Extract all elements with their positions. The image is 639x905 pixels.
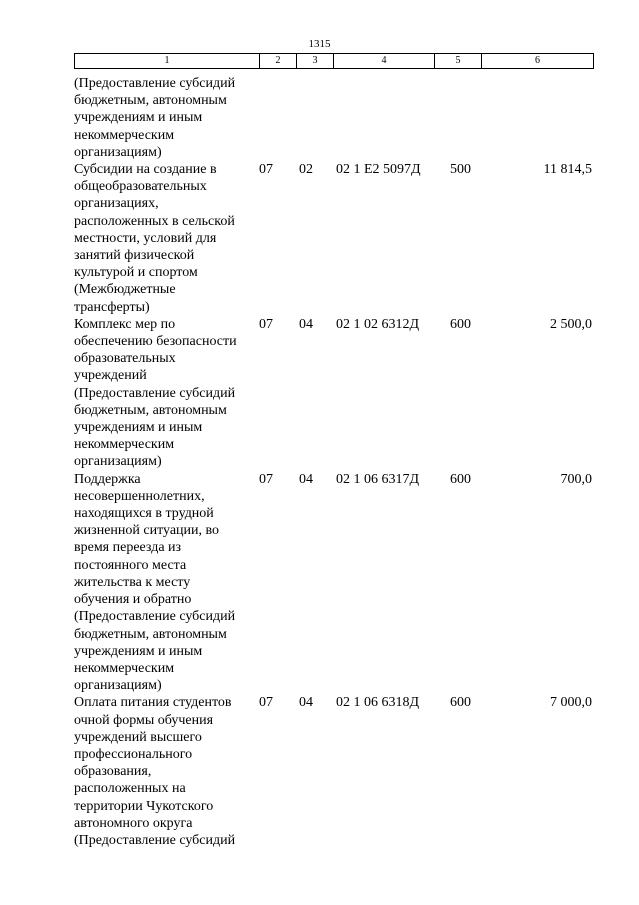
row-amount: 11 814,5: [543, 162, 592, 178]
header-col-1: 1: [75, 54, 260, 69]
row-subsection: 04: [299, 471, 313, 487]
row-expense-type: 600: [450, 316, 471, 332]
row-subsection: 04: [299, 695, 313, 711]
table-body: [74, 75, 594, 849]
table-row: [74, 694, 594, 849]
row-expense-type: 500: [450, 162, 471, 178]
row-amount: 7 000,0: [550, 695, 592, 711]
table-row: [74, 316, 594, 471]
page-number: 1315: [308, 38, 331, 50]
header-col-2: 2: [260, 54, 297, 69]
header-col-4: 4: [334, 54, 435, 69]
row-subsection: 04: [299, 316, 313, 332]
row-expense-type: 600: [450, 471, 471, 487]
row-section: 07: [259, 316, 273, 332]
row-description: Комплекс мер по обеспечению безопасности образовательных учреждений (Предоставление субсидий бюджетным, автономным учреждениям и иным некоммерческим организациям): [74, 316, 237, 470]
row-section: 07: [259, 695, 273, 711]
row-description: Субсидии на создание в общеобразовательных организациях, расположенных в сельской местности, условий для занятий физической культурой и спортом (Межбюджетные трансферты): [74, 162, 235, 315]
row-expense-type: 600: [450, 695, 471, 711]
table-row: [74, 471, 594, 695]
row-target-code: 02 1 02 6312Д: [336, 316, 420, 332]
header-col-6: 6: [482, 54, 594, 69]
row-description: Оплата питания студентов очной формы обучения учреждений высшего профессионального образования, расположенных на территории Чукотского автономного округа (Предоставление субсидий: [74, 695, 236, 848]
row-description: (Предоставление субсидий бюджетным, автономным учреждениям и иным некоммерческим организациям): [74, 76, 236, 160]
header-col-5: 5: [435, 54, 482, 69]
column-number-header: [74, 53, 594, 69]
row-amount: 2 500,0: [550, 316, 592, 332]
row-description: Поддержка несовершеннолетних, находящихся в трудной жизненной ситуации, во время переезда из постоянного места жительства к месту обучения и обратно (Предоставление субсидий бюджетным, автономным учреждениям и иным некоммерческим организациям): [74, 471, 236, 694]
row-target-code: 02 1 06 6318Д: [336, 695, 420, 711]
table-row: [74, 161, 594, 316]
row-target-code: 02 1 E2 5097Д: [336, 162, 421, 178]
row-subsection: 02: [299, 162, 313, 178]
row-section: 07: [259, 162, 273, 178]
header-col-3: 3: [297, 54, 334, 69]
row-target-code: 02 1 06 6317Д: [336, 471, 420, 487]
table-row: [74, 75, 594, 161]
row-amount: 700,0: [560, 471, 592, 487]
row-section: 07: [259, 471, 273, 487]
